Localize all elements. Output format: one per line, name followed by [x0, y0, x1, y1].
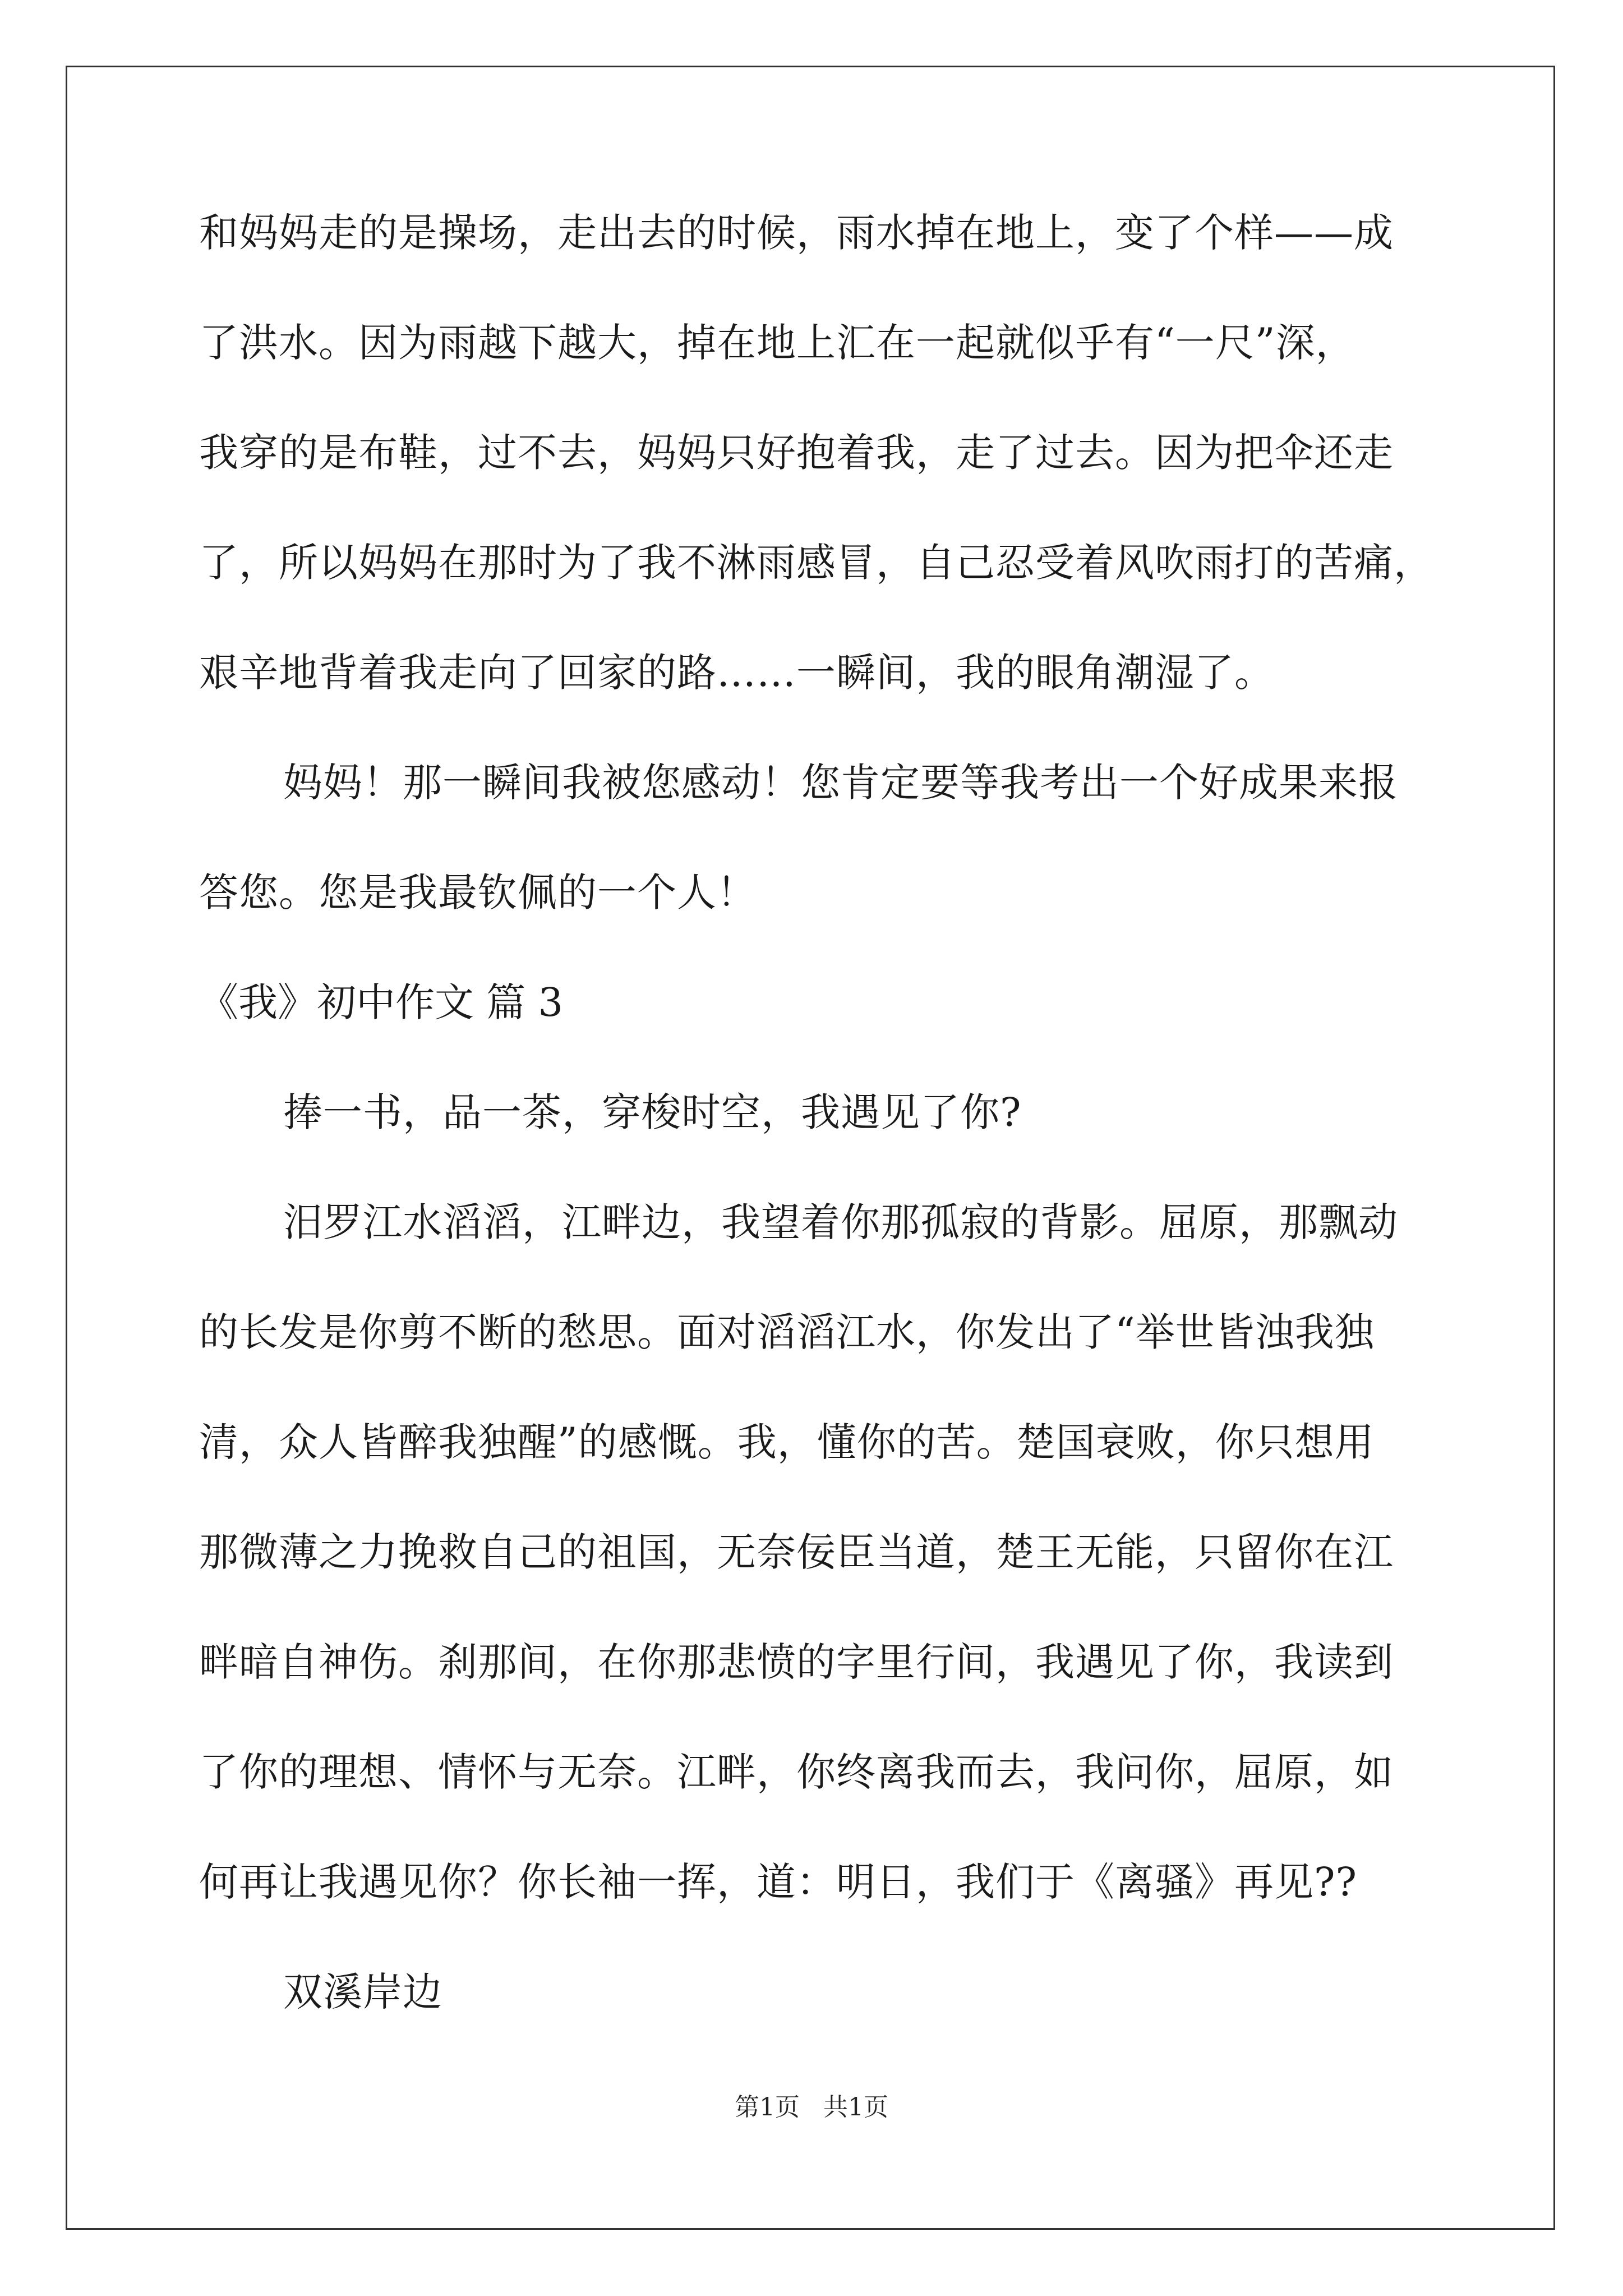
text-line: 我穿的是布鞋，过不去，妈妈只好抱着我，走了过去。因为把伞还走: [199, 430, 1394, 476]
text-line: 何再让我遇见你？你长袖一挥，道：明日，我们于《离骚》再见??: [199, 1859, 1358, 1905]
text-line: 艰辛地背着我走向了回家的路……一瞬间，我的眼角潮湿了。: [199, 650, 1274, 696]
text-line: 那微薄之力挽救自己的祖国，无奈佞臣当道，楚王无能，只留你在江: [199, 1529, 1394, 1575]
text-line: 了，所以妈妈在那时为了我不淋雨感冒，自己忍受着风吹雨打的苦痛，: [199, 540, 1433, 586]
document-body: [199, 210, 1472, 2082]
text-line: 答您。您是我最钦佩的一个人！: [199, 869, 757, 915]
page-total: 共1页: [823, 2093, 888, 2122]
text-line: 了洪水。因为雨越下越大，掉在地上汇在一起就似乎有“一尺”深，: [199, 320, 1355, 366]
page-footer: [0, 2095, 1623, 2120]
text-line: 清，众人皆醉我独醒”的感慨。我，懂你的苦。楚国衰败，你只想用: [199, 1419, 1375, 1465]
section-subheading: 双溪岸边: [283, 1969, 442, 2015]
paragraph-start-line: 汨罗江水滔滔，江畔边，我望着你那孤寂的背影。屈原，那飘动: [283, 1199, 1398, 1245]
text-line: 了你的理想、情怀与无奈。江畔，你终离我而去，我问你，屈原，如: [199, 1749, 1394, 1795]
page-number: 第1页: [735, 2093, 800, 2122]
text-line: 和妈妈走的是操场，走出去的时候，雨水掉在地上，变了个样——成: [199, 210, 1394, 256]
text-line: 畔暗自神伤。刹那间，在你那悲愤的字里行间，我遇见了你，我读到: [199, 1639, 1394, 1685]
paragraph-start-line: 捧一书，品一茶，穿梭时空，我遇见了你?: [283, 1089, 1022, 1135]
paragraph-start-line: 妈妈！那一瞬间我被您感动！您肯定要等我考出一个好成果来报: [283, 760, 1398, 806]
text-line: 的长发是你剪不断的愁思。面对滔滔江水，你发出了“举世皆浊我独: [199, 1309, 1375, 1355]
section-heading: 《我》初中作文 篇 3: [199, 979, 564, 1025]
